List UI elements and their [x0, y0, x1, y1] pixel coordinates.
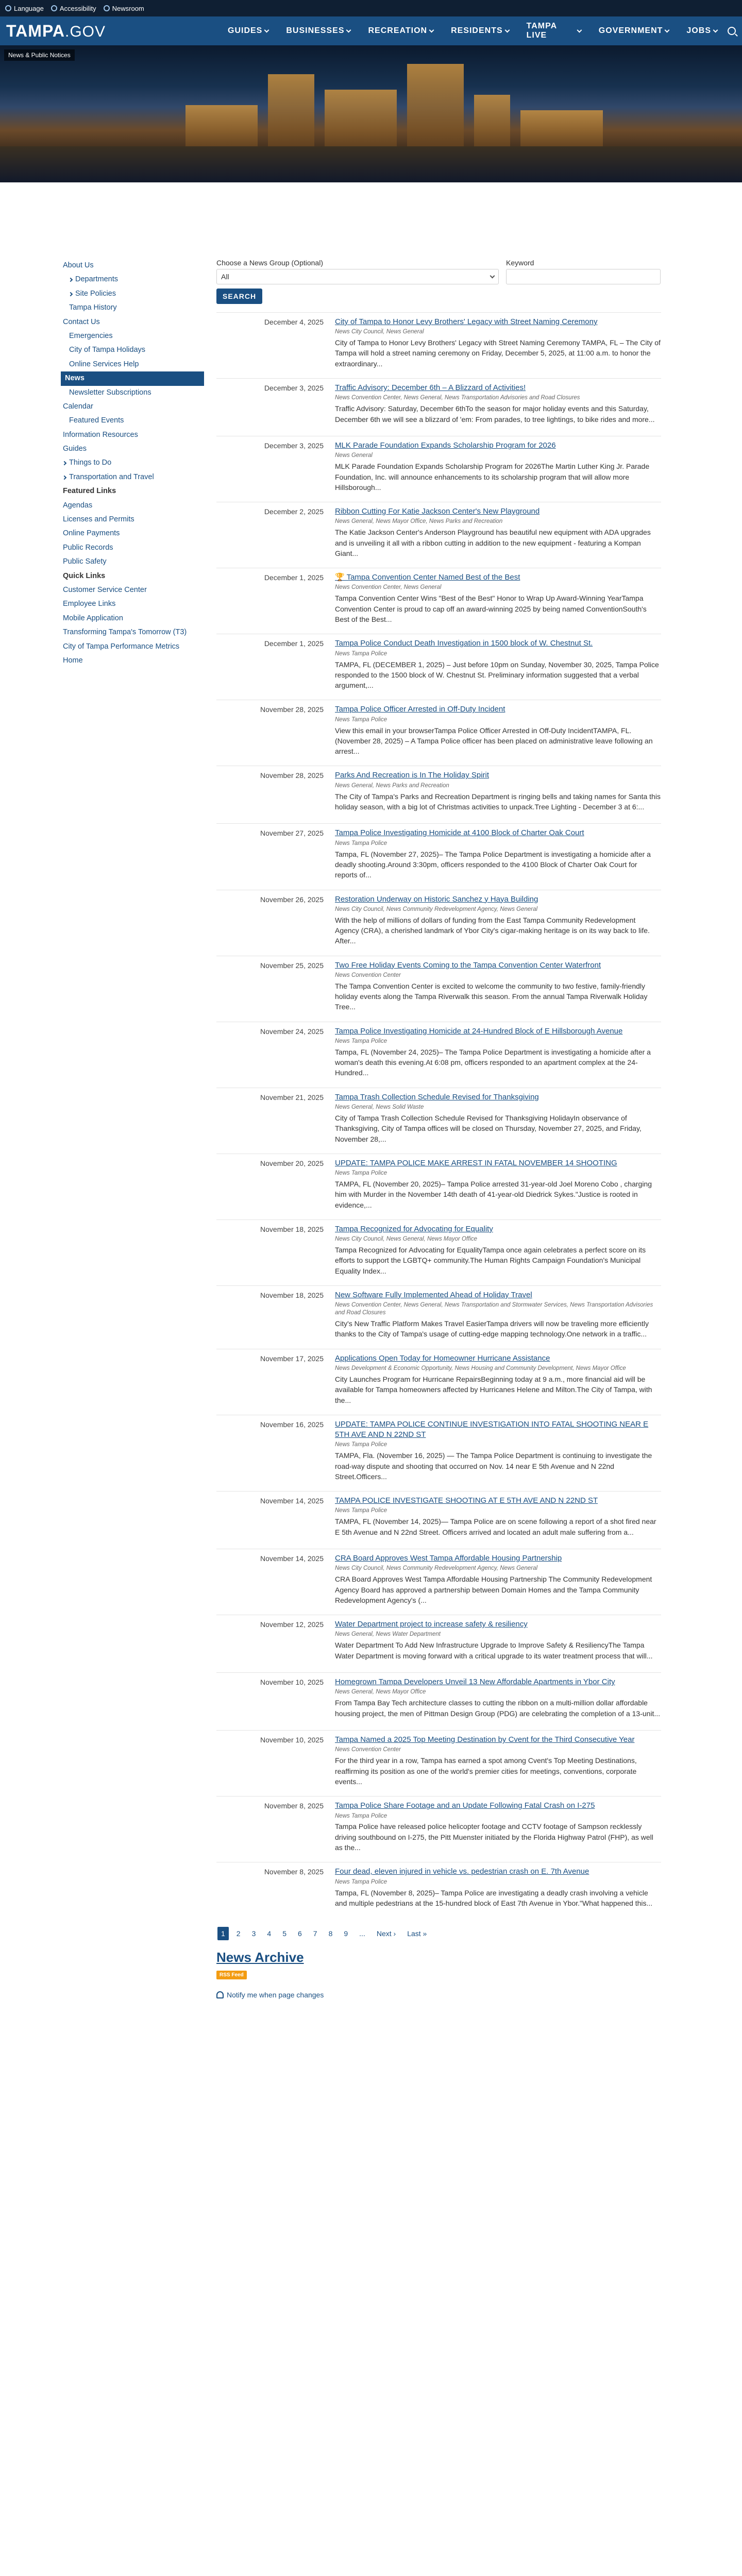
sidebar-item-label: Calendar — [63, 402, 93, 411]
news-tags: News Convention Center, News General — [335, 584, 442, 591]
news-date: November 20, 2025 — [260, 1159, 324, 1167]
news-body — [335, 1867, 661, 1910]
news-title-link[interactable]: Tampa Trash Collection Schedule Revised for Thanksgiving — [335, 1092, 539, 1101]
news-tags: News City Council, News General — [335, 329, 424, 335]
sidebar-item[interactable] — [61, 456, 204, 470]
page-link[interactable]: 2 — [236, 1929, 241, 1938]
news-title-link[interactable]: New Software Fully Implemented Ahead of Holiday Travel — [335, 1291, 532, 1300]
sidebar-item-label: Featured Links — [63, 487, 116, 496]
chevron-right-icon — [69, 292, 73, 296]
news-summary: Tampa, FL (November 27, 2025)– The Tampa Police Department is investigating a homicide after a deadly shooting.Around 3:30pm, officers responded to the 4100 Block of Charter Oak Court for reports of... — [335, 850, 651, 879]
news-date: November 24, 2025 — [260, 1027, 324, 1036]
news-title-link[interactable]: Tampa Police Conduct Death Investigation in 1500 block of W. Chestnut St. — [335, 639, 593, 648]
page-link[interactable]: 9 — [344, 1929, 348, 1938]
news-summary: TAMPA, FL (DECEMBER 1, 2025) – Just before 10pm on Sunday, November 30, 2025, Tampa Police responded to the 1500 block of W. Chestnut St. Preliminary information suggested that a verbal argument,... — [335, 660, 659, 690]
sidebar-item[interactable] — [61, 499, 204, 513]
news-tags: News Tampa Police — [335, 1507, 387, 1514]
news-body — [335, 1158, 661, 1210]
news-body — [335, 1553, 661, 1605]
news-tags: News General, News Mayor Office, News Parks and Recreation — [335, 518, 503, 525]
logo-main-text: TAMPA — [6, 21, 65, 40]
news-item — [216, 766, 661, 823]
news-body — [335, 828, 661, 880]
news-tags: News Tampa Police — [335, 1170, 387, 1177]
chevron-down-icon — [429, 28, 434, 33]
sidebar-item[interactable] — [61, 597, 204, 611]
sidebar-item[interactable] — [61, 428, 204, 442]
news-title-link[interactable]: Two Free Holiday Events Coming to the Tampa Convention Center Waterfront — [335, 960, 601, 970]
sidebar-item[interactable] — [61, 400, 204, 414]
news-body — [335, 1419, 661, 1482]
news-body — [335, 440, 661, 493]
chevron-down-icon — [346, 28, 351, 33]
sidebar-item-label: Departments — [75, 275, 119, 284]
rss-feed-button[interactable]: RSS Feed — [216, 1971, 247, 1979]
news-date: December 3, 2025 — [264, 442, 324, 450]
news-date: November 8, 2025 — [264, 1802, 324, 1810]
pagination — [216, 1927, 661, 1940]
news-date: December 2, 2025 — [264, 507, 324, 516]
news-date: November 18, 2025 — [260, 1225, 324, 1233]
news-item — [216, 1415, 661, 1491]
news-body — [335, 317, 661, 369]
sidebar-item[interactable] — [61, 329, 204, 343]
news-title-link[interactable]: Four dead, eleven injured in vehicle vs. pedestrian crash on E. 7th Avenue — [335, 1867, 589, 1876]
news-title-link[interactable]: CRA Board Approves West Tampa Affordable Housing Partnership — [335, 1554, 562, 1563]
news-summary: With the help of millions of dollars of funding from the East Tampa Community Redevelopment Agency (CRA), a cherished landmark of Ybor City's cigar-making heritage is on its way back to life. After... — [335, 916, 650, 945]
building-shape — [185, 105, 258, 151]
utility-bar — [0, 0, 742, 16]
news-item — [216, 436, 661, 502]
news-tags: News City Council, News Community Redevelopment Agency, News General — [335, 1565, 538, 1572]
bell-icon — [216, 1991, 224, 1998]
sidebar-item-label: Online Payments — [63, 529, 120, 538]
news-date: December 4, 2025 — [264, 318, 324, 326]
news-title-link[interactable]: Tampa Police Officer Arrested in Off-Duty Incident — [335, 705, 505, 714]
main-nav — [0, 16, 742, 45]
accessibility-link[interactable]: Accessibility — [51, 5, 96, 12]
news-body — [335, 894, 661, 946]
news-body — [335, 1224, 661, 1276]
sidebar-item-label: About Us — [63, 261, 94, 269]
news-tags: News General, News Water Department — [335, 1631, 441, 1638]
news-body — [335, 704, 661, 756]
news-date: November 25, 2025 — [260, 961, 324, 970]
news-body — [335, 1092, 661, 1144]
news-summary: The Katie Jackson Center's Anderson Playground has beautiful new equipment with ADA upgrades and is unveiling it all with a ribbon cutting in addition to the new equipment - featuring a Kompan Giant... — [335, 528, 651, 557]
nav-jobs[interactable]: JOBS — [686, 22, 717, 40]
news-body — [335, 1026, 661, 1078]
news-tags: News Tampa Police — [335, 1878, 387, 1885]
nav-tampa-live[interactable]: TAMPA LIVE — [527, 22, 581, 40]
news-title-link[interactable]: UPDATE: TAMPA POLICE CONTINUE INVESTIGATION INTO FATAL SHOOTING NEAR E 5TH AVE AND N 22ND ST — [335, 1419, 649, 1439]
news-date: November 28, 2025 — [260, 771, 324, 780]
news-item — [216, 1088, 661, 1154]
sidebar-item-label: Customer Service Center — [63, 585, 147, 594]
page-link[interactable]: 8 — [328, 1929, 333, 1938]
chevron-down-icon — [713, 28, 718, 33]
sidebar-item-label: Public Safety — [63, 557, 107, 566]
sidebar-item-label: Quick Links — [63, 571, 106, 580]
nav-businesses[interactable]: BUSINESSES — [286, 22, 350, 40]
news-item — [216, 890, 661, 956]
search-button[interactable]: SEARCH — [216, 289, 262, 304]
news-body — [335, 1496, 661, 1539]
sidebar-item-label: Featured Events — [69, 416, 124, 425]
sidebar-item-label: Public Records — [63, 543, 113, 552]
news-date: November 10, 2025 — [260, 1736, 324, 1744]
news-tags: News Tampa Police — [335, 1038, 387, 1044]
sidebar-item[interactable] — [61, 371, 204, 385]
building-shape — [325, 90, 397, 151]
news-title-link[interactable]: Tampa Named a 2025 Top Meeting Destination by Cvent for the Third Consecutive Year — [335, 1735, 635, 1744]
page-link[interactable]: 1 — [217, 1927, 229, 1940]
sidebar-item[interactable] — [61, 470, 204, 484]
news-body — [335, 960, 661, 1012]
news-tags: News Tampa Police — [335, 1442, 387, 1448]
sidebar-item-label: Contact Us — [63, 317, 100, 326]
sidebar-item-label: Home — [63, 656, 83, 665]
news-date: December 1, 2025 — [264, 573, 324, 582]
news-item — [216, 1491, 661, 1549]
news-item — [216, 502, 661, 568]
news-summary: Tampa, FL (November 8, 2025)– Tampa Police are investigating a deadly crash involving a vehicle and multiple pedestrians at the 15-hundred block of East 7th Avenue in Ybor."What happened this... — [335, 1888, 653, 1907]
news-item — [216, 1219, 661, 1285]
news-tags: News Convention Center — [335, 1747, 401, 1753]
news-title-link[interactable]: Ribbon Cutting For Katie Jackson Center's New Playground — [335, 507, 540, 516]
sidebar-item[interactable] — [61, 315, 204, 329]
news-filter — [216, 259, 661, 284]
news-date: November 10, 2025 — [260, 1678, 324, 1687]
news-tags: News General, News Mayor Office — [335, 1689, 426, 1696]
news-title-link[interactable]: Restoration Underway on Historic Sanchez y Haya Building — [335, 894, 538, 904]
news-tags: News Tampa Police — [335, 650, 387, 657]
news-item — [216, 1154, 661, 1219]
search-icon — [728, 27, 736, 35]
news-item — [216, 378, 661, 436]
news-title-link[interactable]: Tampa Recognized for Advocating for Equality — [335, 1224, 493, 1233]
news-date: November 14, 2025 — [260, 1554, 324, 1563]
news-summary: From Tampa Bay Tech architecture classes to cutting the ribbon on a multi-million dollar affordable housing project, the men of Pittman Design Group (PDG) are celebrating the completion of a 13-unit... — [335, 1699, 661, 1718]
nav-government[interactable]: GOVERNMENT — [599, 22, 669, 40]
news-summary: View this email in your browserTampa Police Officer Arrested in Off-Duty IncidentTAMPA, FL. (November 28, 2025) – A Tampa Police officer has been placed on administrative leave following an arrest... — [335, 726, 653, 756]
keyword-label: Keyword — [506, 259, 534, 267]
hero-caption: News & Public Notices — [4, 49, 75, 61]
sidebar-item[interactable] — [61, 654, 204, 668]
sidebar-item[interactable] — [61, 640, 204, 654]
sidebar-item[interactable] — [61, 527, 204, 540]
nav-recreation[interactable]: RECREATION — [368, 22, 433, 40]
news-summary: For the third year in a row, Tampa has earned a spot among Cvent's Top Meeting Destinations, reaffirming its position as one of the world's premier cities for meetings, conventions, corporate events... — [335, 1756, 637, 1786]
nav-residents[interactable]: RESIDENTS — [451, 22, 509, 40]
page-link[interactable]: 3 — [251, 1929, 256, 1938]
newsroom-icon — [104, 5, 110, 11]
sidebar-item-label: Emergencies — [69, 331, 113, 340]
news-summary: City's New Traffic Platform Makes Travel EasierTampa drivers will now be traveling more efficiently thanks to the City of Tampa's usage of cutting-edge mapping technology.One network in a traffic... — [335, 1319, 649, 1338]
news-summary: Water Department To Add New Infrastructure Upgrade to Improve Safety & ResiliencyThe Tampa Water Department is moving forward with a critical upgrade to its water treatment process that will... — [335, 1641, 653, 1660]
news-tags: News General — [335, 452, 373, 459]
news-title-link[interactable]: Traffic Advisory: December 6th – A Blizzard of Activities! — [335, 383, 526, 393]
news-body — [335, 1735, 661, 1787]
news-group-select[interactable]: All — [216, 269, 499, 284]
chevron-down-icon — [665, 28, 670, 33]
newsroom-link[interactable]: Newsroom — [104, 5, 144, 12]
sidebar-item[interactable] — [61, 625, 204, 639]
news-item — [216, 634, 661, 700]
news-tags: News City Council, News General, News Mayor Office — [335, 1236, 478, 1243]
news-date: December 1, 2025 — [264, 639, 324, 648]
sidebar-item-label: Tampa History — [69, 303, 117, 312]
news-item — [216, 568, 661, 634]
news-body — [335, 1353, 661, 1405]
sidebar-item-label: Transportation and Travel — [69, 472, 154, 481]
sidebar-item-label: Transforming Tampa's Tomorrow (T3) — [63, 628, 187, 637]
sidebar-item-label: City of Tampa Holidays — [69, 346, 146, 354]
hero-banner — [0, 45, 742, 182]
sidebar-item[interactable] — [61, 273, 204, 286]
news-title-link[interactable]: Parks And Recreation is In The Holiday Spirit — [335, 771, 490, 780]
chevron-down-icon — [264, 28, 269, 33]
news-summary: CRA Board Approves West Tampa Affordable Housing Partnership The Community Redevelopment Agency Board has approved a partnership between Domain Homes and the Tampa Community Redevelopment Agency's (... — [335, 1575, 652, 1604]
news-item — [216, 1349, 661, 1415]
news-date: November 26, 2025 — [260, 895, 324, 904]
news-date: November 14, 2025 — [260, 1497, 324, 1505]
news-summary: MLK Parade Foundation Expands Scholarship Program for 2026The Martin Luther King Jr. Parade Foundation, Inc. will announce enhancements to its scholarship program that will allow more Hillsborough... — [335, 462, 650, 492]
news-item — [216, 312, 661, 378]
sidebar-heading — [61, 569, 204, 583]
news-title-link[interactable]: Applications Open Today for Homeowner Hurricane Assistance — [335, 1353, 550, 1363]
main-content — [205, 259, 661, 1999]
news-summary: TAMPA, FL (November 14, 2025)— Tampa Police are on scene following a report of a shot fired near E 5th Avenue and N 22nd Street. Officers arrived and located an adult male suffering from a... — [335, 1517, 656, 1536]
news-date: November 17, 2025 — [260, 1354, 324, 1363]
nav-guides[interactable]: GUIDES — [228, 22, 268, 40]
news-body — [335, 638, 661, 690]
sidebar-item[interactable] — [61, 343, 204, 357]
news-tags: News Convention Center, News General, News Transportation and Stormwater Services, News Transportation Advisories and Road Closures — [335, 1302, 653, 1316]
news-body — [335, 770, 661, 814]
news-item — [216, 956, 661, 1022]
sidebar-item-label: Things to Do — [69, 459, 112, 467]
news-tags: News Convention Center, News General, News Transportation Advisories and Road Closures — [335, 395, 580, 401]
news-body — [335, 1619, 661, 1663]
sidebar-item[interactable] — [61, 541, 204, 555]
sidebar-item[interactable] — [61, 386, 204, 400]
building-shape — [268, 74, 314, 151]
logo-suffix-text: .GOV — [65, 23, 106, 40]
sidebar-item[interactable] — [61, 555, 204, 569]
chevron-down-icon — [504, 28, 510, 33]
sidebar-item[interactable] — [61, 583, 204, 597]
sidebar-heading — [61, 484, 204, 498]
chevron-right-icon — [62, 461, 66, 465]
news-tags: News Tampa Police — [335, 1812, 387, 1819]
news-date: November 8, 2025 — [264, 1868, 324, 1876]
accessibility-icon — [51, 5, 57, 11]
sidebar-item-label: City of Tampa Performance Metrics — [63, 642, 180, 651]
site-logo[interactable] — [6, 22, 217, 41]
sidebar-item-label: Guides — [63, 445, 87, 453]
sidebar-item[interactable] — [61, 612, 204, 625]
news-date: November 12, 2025 — [260, 1620, 324, 1629]
news-summary: City Launches Program for Hurricane RepairsBeginning today at 9 a.m., more financial aid will be available for Tampa homeowners affected by Hurricanes Helene and Milton.The City of Tampa, with the... — [335, 1375, 652, 1404]
sidebar-item[interactable] — [61, 259, 204, 273]
news-date: November 27, 2025 — [260, 829, 324, 838]
sidebar-item[interactable] — [61, 513, 204, 527]
page-link: ... — [359, 1929, 365, 1938]
sidebar-item-label: Employee Links — [63, 600, 116, 608]
news-summary: Tampa Police have released police helicopter footage and CCTV footage of Sampson recklessly driving southbound on I-275, the Pitt Muenster initiated by the Florida Highway Patrol (FHP), as well as the... — [335, 1822, 653, 1852]
page-link[interactable]: Next › — [376, 1929, 396, 1938]
news-date: December 3, 2025 — [264, 384, 324, 393]
news-item — [216, 1796, 661, 1862]
news-body — [335, 1677, 661, 1721]
news-tags: News Tampa Police — [335, 840, 387, 846]
news-item — [216, 1549, 661, 1615]
building-shape — [407, 64, 464, 151]
page-link[interactable]: Last » — [407, 1929, 427, 1938]
news-summary: Tampa Recognized for Advocating for EqualityTampa once again celebrates a perfect score on its efforts to support the LGBTQ+ community.The Human Rights Campaign Foundation's Municipal Equality Index... — [335, 1246, 646, 1275]
news-summary: The Tampa Convention Center is excited to welcome the community to two festive, family-friendly holiday events along the Tampa Riverwalk this season. From the annual Tampa Riverwalk Holiday Tree... — [335, 981, 648, 1011]
news-title-link[interactable]: Tampa Police Share Footage and an Update Following Fatal Crash on I-275 — [335, 1801, 595, 1810]
page-link[interactable]: 6 — [297, 1929, 302, 1938]
sidebar-item[interactable] — [61, 287, 204, 301]
news-body — [335, 506, 661, 558]
building-shape — [520, 110, 603, 151]
sidebar-item[interactable] — [61, 414, 204, 428]
news-title-link[interactable]: Water Department project to increase safety & resiliency — [335, 1620, 528, 1629]
news-archive-link[interactable]: News Archive — [216, 1950, 304, 1965]
news-tags: News Tampa Police — [335, 716, 387, 723]
sidebar-item[interactable] — [61, 358, 204, 371]
news-tags: News General, News Parks and Recreation — [335, 782, 449, 789]
news-body — [335, 383, 661, 427]
news-item — [216, 1615, 661, 1672]
news-summary: Traffic Advisory: Saturday, December 6thTo the season for major holiday events and this Saturday, December 6th we will see a blizzard of 'em: From parades, to tree lightings, to bike rides and more... — [335, 404, 655, 423]
news-date: November 18, 2025 — [260, 1291, 324, 1300]
news-date: November 28, 2025 — [260, 705, 324, 714]
globe-icon — [5, 5, 11, 11]
building-shape — [474, 95, 510, 151]
river-water — [0, 146, 742, 182]
news-body — [335, 1290, 661, 1340]
news-title-link[interactable]: Homegrown Tampa Developers Unveil 13 New Affordable Apartments in Ybor City — [335, 1677, 615, 1687]
news-date: November 16, 2025 — [260, 1420, 324, 1429]
news-title-link[interactable]: Tampa Police Investigating Homicide at 24-Hundred Block of E Hillsborough Avenue — [335, 1026, 623, 1036]
sidebar-item-label: Newsletter Subscriptions — [69, 388, 151, 397]
news-title-link[interactable]: 🏆 Tampa Convention Center Named Best of the Best — [335, 573, 520, 582]
news-title-link[interactable]: UPDATE: TAMPA POLICE MAKE ARREST IN FATAL NOVEMBER 14 SHOOTING — [335, 1158, 617, 1167]
page-link[interactable]: 5 — [282, 1929, 286, 1938]
sidebar-item-label: Licenses and Permits — [63, 515, 134, 524]
news-group-label: Choose a News Group (Optional) — [216, 259, 323, 267]
news-summary: TAMPA, Fla. (November 16, 2025) — The Tampa Police Department is continuing to investigate the road-way dispute and shooting that occurred on Nov. 14 near E 5th Avenue and N 22nd Street.Officers... — [335, 1451, 652, 1481]
news-title-link[interactable]: Tampa Police Investigating Homicide at 4100 Block of Charter Oak Court — [335, 828, 584, 838]
news-tags: News General, News Solid Waste — [335, 1104, 424, 1111]
sidebar — [0, 259, 205, 1999]
news-body — [335, 1801, 661, 1853]
news-list — [216, 312, 661, 1920]
news-summary: The City of Tampa's Parks and Recreation Department is ringing bells and taking names for Santa this holiday season, with a big lot of Christmas activities to unpack.Tree Lighting - December 3 at 6:... — [335, 792, 661, 811]
news-title-link[interactable]: City of Tampa to Honor Levy Brothers' Legacy with Street Naming Ceremony — [335, 317, 598, 326]
sidebar-item-label: News — [65, 374, 85, 383]
sidebar-item-label: Information Resources — [63, 430, 138, 439]
chevron-right-icon — [69, 278, 73, 282]
news-tags: News Development & Economic Opportunity, News Housing and Community Development, News Mayor Office — [335, 1365, 626, 1371]
nav-search-button[interactable] — [728, 27, 736, 35]
sidebar-item[interactable] — [61, 301, 204, 315]
page-content — [0, 182, 742, 1999]
news-date: November 21, 2025 — [260, 1093, 324, 1101]
chevron-down-icon — [577, 28, 582, 33]
sidebar-item-label: Online Services Help — [69, 360, 139, 368]
news-summary: Tampa Convention Center Wins "Best of the Best" Honor to Wrap Up Award-Winning YearTampa Convention Center is proud to cap off an award-winning 2025 by being named ConventionSouth's Best of the Best... — [335, 594, 647, 624]
news-item — [216, 1862, 661, 1920]
news-item — [216, 1730, 661, 1796]
sidebar-item[interactable] — [61, 442, 204, 456]
sidebar-item-label: Agendas — [63, 501, 93, 510]
news-body — [335, 572, 661, 624]
sidebar-item-label: Site Policies — [75, 289, 116, 298]
news-summary: TAMPA, FL (November 20, 2025)– Tampa Police arrested 31-year-old Joel Moreno Cobo , charging him with Murder in the November 14th death of 41-year-old Diedrick Sykes."Justice is rooted in evidence,... — [335, 1180, 652, 1209]
news-item — [216, 1285, 661, 1349]
news-summary: City of Tampa to Honor Levy Brothers' Legacy with Street Naming Ceremony TAMPA, FL – The City of Tampa will hold a street naming ceremony on Friday, December 5, 2025, at 11:00 a.m. to honor the extraordinary... — [335, 338, 661, 368]
notify-link[interactable]: Notify me when page changes — [216, 1991, 661, 1999]
page-link[interactable]: 4 — [267, 1929, 272, 1938]
page-link[interactable]: 7 — [313, 1929, 317, 1938]
news-summary: Tampa, FL (November 24, 2025)– The Tampa Police Department is investigating a homicide after a woman's death this evening.At 6:08 pm, officers responded to an apartment complex at the 24-Hundred... — [335, 1047, 651, 1077]
news-title-link[interactable]: MLK Parade Foundation Expands Scholarship Program for 2026 — [335, 441, 556, 450]
chevron-right-icon — [62, 476, 66, 480]
nav-links — [228, 22, 717, 40]
news-tags: News City Council, News Community Redevelopment Agency, News General — [335, 906, 538, 912]
news-tags: News Convention Center — [335, 972, 401, 978]
news-summary: City of Tampa Trash Collection Schedule Revised for Thanksgiving HolidayIn observance of Thanksgiving, City of Tampa offices will be closed on Thursday, November 27, 2025, and Friday, November 28,... — [335, 1113, 642, 1143]
news-item — [216, 1672, 661, 1730]
news-title-link[interactable]: TAMPA POLICE INVESTIGATE SHOOTING AT E 5TH AVE AND N 22ND ST — [335, 1496, 598, 1505]
keyword-input[interactable] — [506, 269, 661, 284]
chevron-down-icon — [490, 274, 495, 279]
sidebar-item-label: Mobile Application — [63, 614, 123, 622]
news-item — [216, 700, 661, 766]
language-link[interactable]: Language — [5, 5, 44, 12]
news-item — [216, 1022, 661, 1088]
news-item — [216, 823, 661, 889]
